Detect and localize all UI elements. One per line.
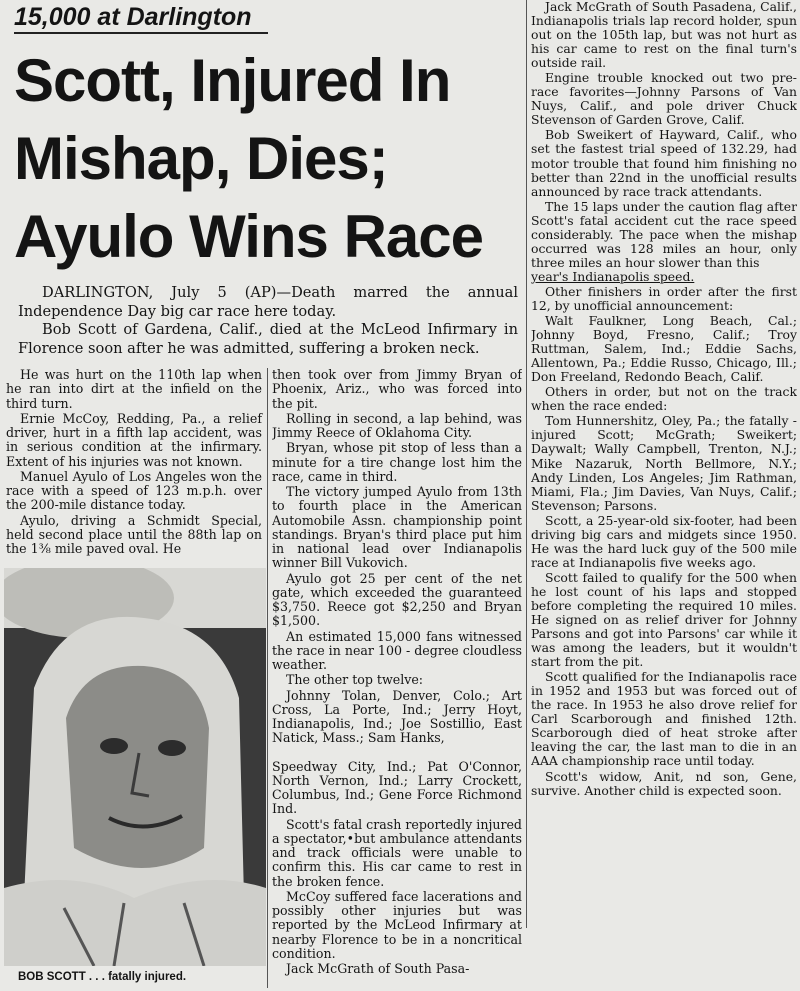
- paragraph: Bryan, whose pit stop of less than a minute for a tire change lost him the race, came in third.: [272, 440, 522, 484]
- paragraph: Ayulo got 25 per cent of the net gate, which exceeded the guaranteed $3,750. Reece got $2,250 and Bryan $1,500.: [272, 570, 522, 629]
- paragraph: The victory jumped Ayulo from 13th to fourth place in the American Automobile Assn. championship point standings. Bryan's third place put him in national lead over Indianapolis winner Bill Vukovich.: [272, 484, 522, 571]
- paragraph: then took over from Jimmy Bryan of Phoenix, Ariz., who was forced into the pit.: [272, 368, 522, 411]
- headline-line: Ayulo Wins Race: [14, 203, 484, 270]
- paragraph: Rolling in second, a lap behind, was Jimmy Reece of Oklahoma City.: [272, 410, 522, 440]
- kicker-headline: 15,000 at Darlington: [14, 2, 268, 34]
- paragraph: Scott failed to qualify for the 500 when he lost count of his laps and stopped before completing the required 10 miles. He signed on as relief driver for Johnny Parsons and got into Parsons' car while it was among the leaders, but it wouldn't start from the pit.: [531, 569, 797, 670]
- photo-caption: BOB SCOTT . . . fatally injured.: [18, 971, 187, 983]
- headline-line: Mishap, Dies;: [14, 125, 388, 192]
- lede-paragraph: Bob Scott of Gardena, Calif., died at the McLeod Infirmary in Florence soon after he was admitted, suffering a broken neck.: [18, 321, 518, 358]
- paragraph: Ayulo, driving a Schmidt Special, held second place until the 88th lap on the 1⅜ mile paved oval. He: [6, 512, 262, 556]
- portrait-illustration: [4, 568, 266, 966]
- column-rule: [267, 368, 268, 988]
- column-2: [272, 368, 522, 988]
- column-3: [531, 0, 797, 920]
- paragraph: He was hurt on the 110th lap when he ran into dirt at the infield on the third turn.: [6, 367, 262, 411]
- headline-line: Scott, Injured In: [14, 47, 451, 114]
- paragraph: Tom Hunnershitz, Oley, Pa.; the fatally - injured Scott; McGrath; Sweikert; Daywalt; Wally Campbell, Trenton, N.J.; Mike Nazaruk, North Bellmore, N.Y.; Andy Linden, Los Angeles; Jim Rathman, Miami, Fla.; Jim Davies, Van Nuys, Calif.; Stevenson; Parsons.: [531, 413, 797, 513]
- main-headline: [14, 42, 522, 276]
- paragraph: Other finishers in order after the first 12, by unofficial announcement:: [531, 283, 797, 313]
- paragraph: The 15 laps under the caution flag after Scott's fatal accident cut the race speed considerably. The pace when the mishap occurred was 128 miles an hour, only three miles an hour slower than this: [531, 198, 797, 270]
- paragraph: An estimated 15,000 fans witnessed the race in near 100 - degree cloudless weather.: [272, 628, 522, 672]
- column-1: [6, 368, 262, 557]
- paragraph: year's Indianapolis speed.: [531, 268, 695, 284]
- paragraph: Engine trouble knocked out two pre-race favorites—Johnny Parsons of Van Nuys, Calif., and pole driver Chuck Stevenson of Garden Grove, Calif.: [531, 70, 797, 128]
- paragraph: Scott, a 25-year-old six-footer, had been driving big cars and midgets since 1950. He was the hard luck guy of the 500 mile race at Indianapolis five weeks ago.: [531, 512, 797, 570]
- paragraph: Speedway City, Ind.; Pat O'Connor, North Vernon, Ind.; Larry Crockett, Columbus, Ind.; Gene Force Richmond Ind.: [272, 758, 522, 817]
- lede: [18, 284, 518, 359]
- paragraph: Ernie McCoy, Redding, Pa., a relief driver, hurt in a fifth lap accident, was in serious condition at the infirmary. Extent of his injuries was not known.: [6, 410, 262, 469]
- paragraph: Scott qualified for the Indianapolis race in 1952 and 1953 but was forced out of the race. In 1953 he also drove relief for Carl Scarborough and finished 12th. Scarborough died of heat stroke after leaving the car, the last man to die in an AAA championship race until today.: [531, 669, 797, 769]
- paragraph: Bob Sweikert of Hayward, Calif., who set the fastest trial speed of 132.29, had motor trouble that found him finishing no better than 22nd in the unofficial results announced by race track attendants.: [531, 127, 797, 199]
- column-rule: [526, 0, 527, 928]
- paragraph: Others in order, but not on the track when the race ended:: [531, 384, 797, 414]
- paragraph: Johnny Tolan, Denver, Colo.; Art Cross, La Porte, Ind.; Jerry Hoyt, Indianapolis, Ind.; Joe Sostillio, East Natick, Mass.; Sam Hanks,: [272, 687, 522, 746]
- paragraph: McCoy suffered face lacerations and possibly other injuries but was reported by the McLeod Infirmary at nearby Florence to be in a noncritical condition.: [272, 888, 522, 961]
- paragraph: Jack McGrath of South Pasa-: [286, 961, 470, 976]
- paragraph: Walt Faulkner, Long Beach, Cal.; Johnny Boyd, Fresno, Calif.; Troy Ruttman, Salem, Ind.; Eddie Sachs, Allentown, Pa.; Eddie Russo, Chicago, Ill.; Don Freeland, Redondo Beach, Calif.: [531, 313, 797, 385]
- driver-photo: [4, 568, 266, 966]
- paragraph: Jack McGrath of South Pasadena, Calif., Indianapolis trials lap record holder, spun out on the 105th lap, but was not hurt as his car came to rest on the final turn's outside rail.: [531, 0, 797, 71]
- paragraph: The other top twelve:: [286, 672, 424, 688]
- paragraph: Scott's fatal crash reportedly injured a spectator,•but ambulance attendants and track officials were unable to confirm this. His car came to rest in the broken fence.: [272, 816, 522, 889]
- paragraph: Scott's widow, Anit, nd son, Gene, survive. Another child is expected soon.: [531, 768, 797, 798]
- paragraph: Manuel Ayulo of Los Angeles won the race with a speed of 123 m.p.h. over the 200-mile distance today.: [6, 468, 262, 513]
- lede-paragraph: DARLINGTON, July 5 (AP)—Death marred the annual Independence Day big car race here today.: [18, 284, 518, 320]
